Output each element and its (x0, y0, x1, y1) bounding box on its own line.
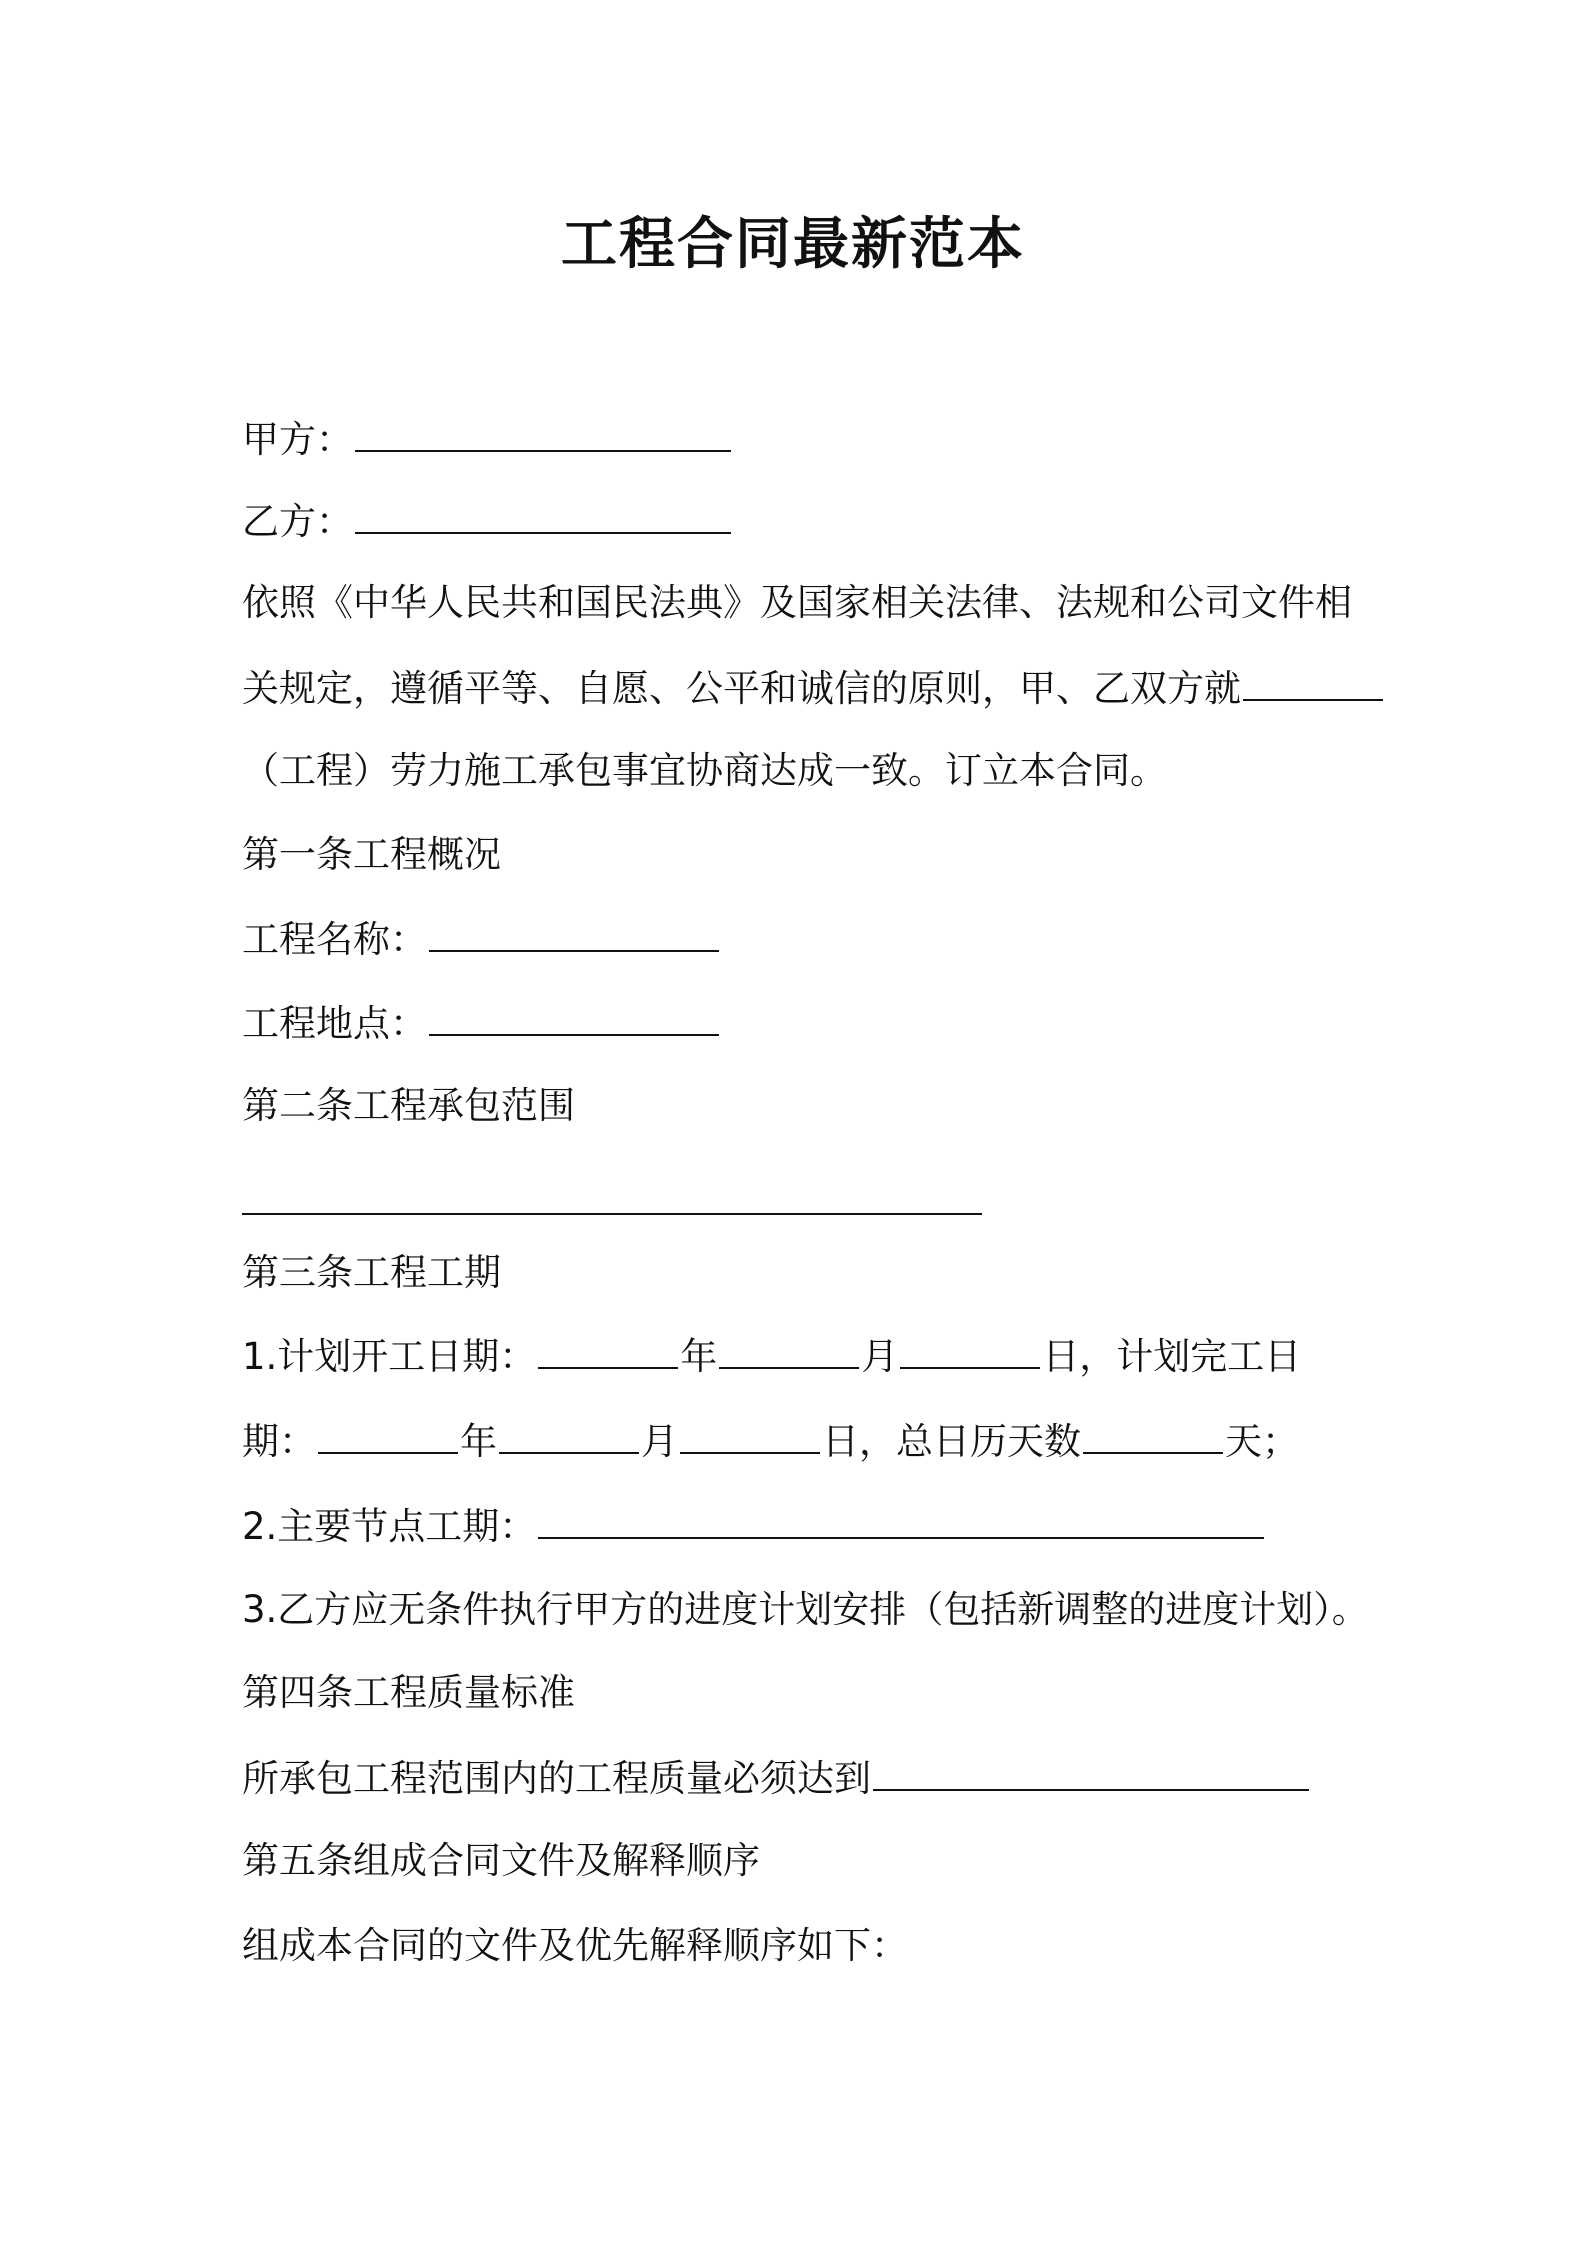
intro-line-1: 依照《中华人民共和国民法典》及国家相关法律、法规和公司文件相 (242, 581, 1352, 624)
intro-line-3: （工程）劳力施工承包事宜协商达成一致。订立本合同。 (242, 749, 1167, 792)
party-a-line (242, 416, 733, 463)
start-month-blank (719, 1333, 859, 1369)
article1-heading: 第一条工程概况 (242, 833, 501, 876)
total-days-unit: 天； (1225, 1420, 1299, 1463)
article5-text: 组成本合同的文件及优先解释顺序如下： (242, 1924, 908, 1967)
start-date-label: 1.计划开工日期： (242, 1335, 537, 1378)
project-location-blank (429, 1000, 719, 1036)
quality-label: 所承包工程范围内的工程质量必须达到 (242, 1757, 871, 1800)
schedule-line-2 (242, 1418, 1299, 1465)
party-a-blank (355, 416, 731, 452)
project-name-label: 工程名称： (242, 918, 427, 961)
start-year-unit: 年 (680, 1335, 718, 1378)
project-name-blank (429, 916, 719, 952)
end-month-unit: 月 (641, 1420, 678, 1463)
article5-heading: 第五条组成合同文件及解释顺序 (242, 1839, 760, 1882)
party-b-blank (355, 498, 731, 534)
project-blank (1243, 665, 1383, 701)
schedule-line-1 (242, 1333, 1301, 1380)
end-day-unit: 日，总日历天数 (822, 1420, 1081, 1463)
party-b-label: 乙方： (242, 500, 353, 543)
project-name-line (242, 916, 721, 963)
start-month-unit: 月 (861, 1335, 899, 1378)
milestone-label: 2.主要节点工期： (242, 1505, 537, 1548)
schedule-item-3: 3.乙方应无条件执行甲方的进度计划安排（包括新调整的进度计划）。 (242, 1588, 1369, 1631)
party-a-label: 甲方： (242, 418, 353, 461)
total-days-blank (1083, 1418, 1223, 1454)
intro-line-2 (242, 665, 1385, 712)
article2-heading: 第二条工程承包范围 (242, 1084, 575, 1127)
end-date-label: 期： (242, 1420, 316, 1463)
scope-blank (242, 1213, 982, 1215)
article4-heading: 第四条工程质量标准 (242, 1671, 575, 1714)
start-year-blank (538, 1333, 678, 1369)
document-title: 工程合同最新范本 (561, 212, 1025, 277)
quality-line (242, 1755, 1311, 1802)
milestone-blank (538, 1503, 1264, 1539)
project-location-line (242, 1000, 721, 1047)
end-day-blank (680, 1418, 820, 1454)
project-location-label: 工程地点： (242, 1002, 427, 1045)
end-month-blank (499, 1418, 639, 1454)
party-b-line (242, 498, 733, 545)
milestone-line (242, 1503, 1266, 1550)
quality-blank (873, 1755, 1309, 1791)
end-year-blank (318, 1418, 458, 1454)
start-day-unit: 日，计划完工日 (1042, 1335, 1302, 1378)
intro-line-2-text: 关规定，遵循平等、自愿、公平和诚信的原则，甲、乙双方就 (242, 667, 1241, 710)
end-year-unit: 年 (460, 1420, 497, 1463)
start-day-blank (900, 1333, 1040, 1369)
article3-heading: 第三条工程工期 (242, 1251, 501, 1294)
